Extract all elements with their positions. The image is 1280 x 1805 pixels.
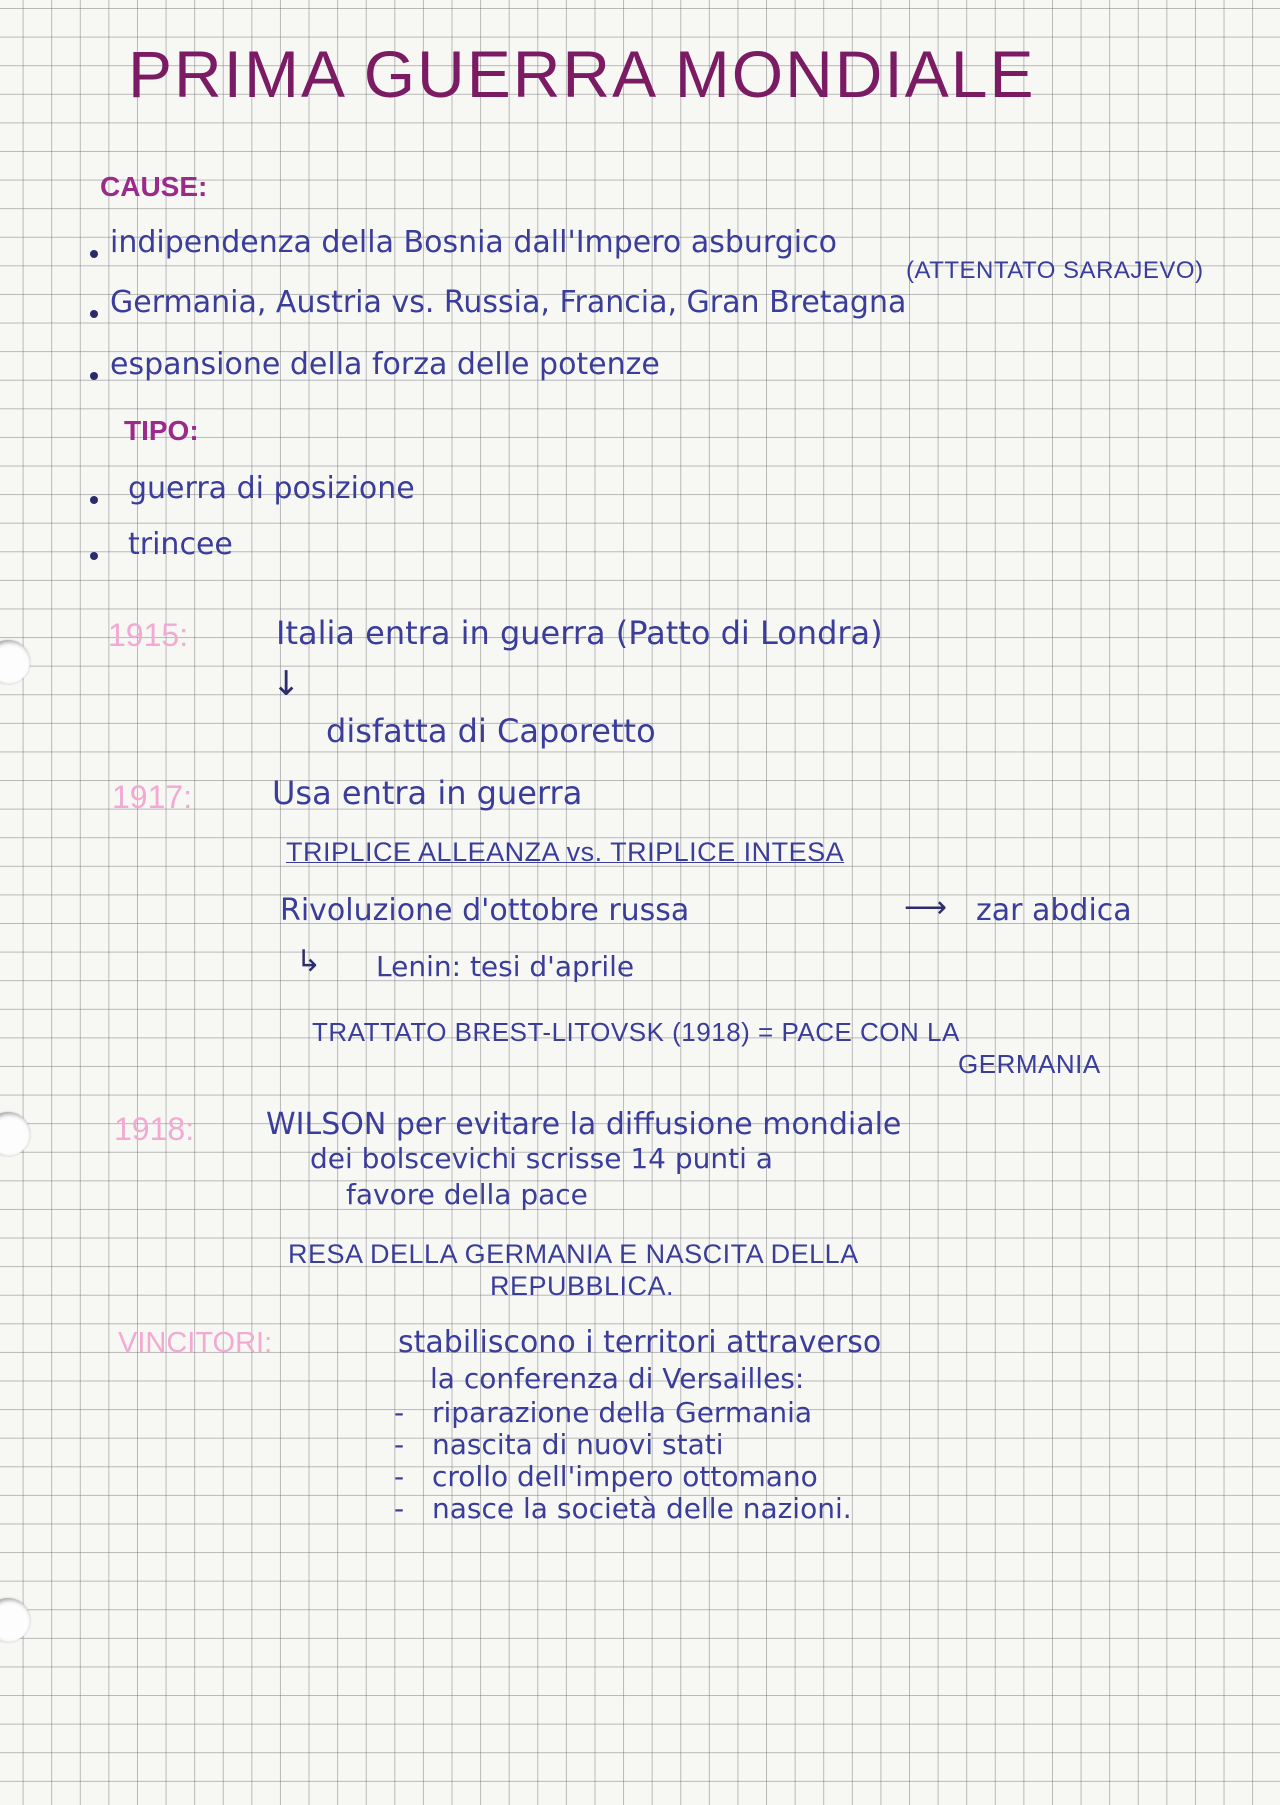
dash: -: [394, 1492, 405, 1525]
event-text: Italia entra in guerra (Patto di Londra): [276, 614, 883, 652]
event-sub: disfatta di Caporetto: [326, 712, 656, 750]
binder-hole: [0, 640, 30, 684]
binder-hole: [0, 1112, 30, 1156]
vincitori-item: nascita di nuovi stati: [432, 1428, 724, 1461]
page-title: PRIMA GUERRA MONDIALE: [128, 37, 1036, 111]
resa-text: REPUBBLICA.: [490, 1271, 675, 1301]
cause-item: indipendenza della Bosnia dall'Impero asburgico: [110, 225, 837, 260]
cause-note: (ATTENTATO SARAJEVO): [906, 257, 1204, 284]
event-text: Usa entra in guerra: [272, 774, 583, 812]
zar-text: zar abdica: [976, 893, 1132, 928]
vincitori-text: la conferenza di Versailles:: [430, 1362, 805, 1395]
bullet: [90, 310, 98, 318]
year-1918: 1918:: [114, 1111, 195, 1147]
treaty-text: GERMANIA: [958, 1049, 1101, 1079]
vincitori-item: nasce la società delle nazioni.: [432, 1492, 852, 1525]
lenin-text: Lenin: tesi d'aprile: [376, 950, 635, 983]
revolution-text: Rivoluzione d'ottobre russa: [280, 893, 690, 928]
event-text: favore della pace: [346, 1178, 588, 1211]
event-text: WILSON per evitare la diffusione mondiale: [266, 1107, 902, 1142]
down-arrow-icon: ↓: [272, 664, 301, 704]
dash: -: [394, 1428, 405, 1461]
year-1915: 1915:: [108, 617, 189, 653]
tipo-item: trincee: [128, 527, 233, 562]
dash: -: [394, 1460, 405, 1493]
vincitori-item: crollo dell'impero ottomano: [432, 1460, 818, 1493]
vincitori-item: riparazione della Germania: [432, 1396, 813, 1429]
tipo-item: guerra di posizione: [128, 471, 415, 506]
right-arrow-icon: ⟶: [904, 890, 948, 925]
binder-hole: [0, 1598, 30, 1642]
cause-item: Germania, Austria vs. Russia, Francia, Gran Bretagna: [110, 285, 907, 320]
tipo-heading: TIPO:: [124, 415, 199, 446]
curved-arrow-icon: ↳: [296, 944, 322, 979]
cause-heading: CAUSE:: [100, 171, 208, 202]
bullet: [90, 372, 98, 380]
event-text: dei bolscevichi scrisse 14 punti a: [310, 1142, 773, 1175]
resa-text: RESA DELLA GERMANIA E NASCITA DELLA: [288, 1239, 859, 1269]
vincitori-text: stabiliscono i territori attraverso: [398, 1325, 882, 1360]
year-1917: 1917:: [112, 779, 193, 815]
bullet: [90, 552, 98, 560]
bullet: [90, 496, 98, 504]
dash: -: [394, 1396, 405, 1429]
alliance-text: TRIPLICE ALLEANZA vs. TRIPLICE INTESA: [286, 837, 845, 867]
vincitori-label: VINCITORI:: [118, 1327, 273, 1359]
bullet: [90, 250, 98, 258]
cause-item: espansione della forza delle potenze: [110, 347, 660, 382]
treaty-text: TRATTATO BREST-LITOVSK (1918) = PACE CON LA: [312, 1017, 960, 1047]
